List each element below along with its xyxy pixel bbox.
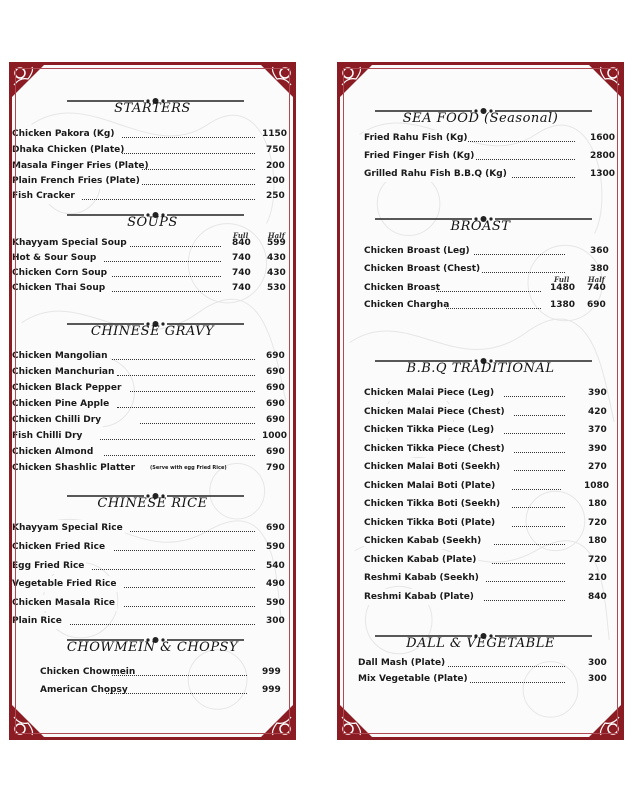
menu-item <box>12 173 293 189</box>
corner-ornament-icon <box>259 703 295 739</box>
item-price: 390 <box>588 388 607 398</box>
item-price: 1080 <box>584 481 610 491</box>
corner-ornament-icon <box>338 63 374 99</box>
item-price: 380 <box>590 264 609 274</box>
item-price: 1600 <box>590 133 616 143</box>
item-name: Grilled Rahu Fish B.B.Q (Kg) <box>364 166 509 182</box>
item-price: 690 <box>266 351 285 361</box>
item-name: Chicken Chowmein <box>40 664 137 680</box>
item-price-half: 430 <box>267 253 286 263</box>
menu-item <box>364 261 621 277</box>
item-price: 300 <box>588 674 607 684</box>
item-price: 840 <box>588 592 607 602</box>
item-price: 200 <box>266 161 285 171</box>
section-title: CHINESE RICE <box>97 496 208 511</box>
item-name: Chicken Broast <box>364 280 442 296</box>
item-name: Chicken Pakora (Kg) <box>12 126 116 142</box>
section-title: DALL & VEGETABLE <box>406 636 555 651</box>
menu-item <box>364 478 621 494</box>
item-name: Dhaka Chicken (Plate) <box>12 142 126 158</box>
item-price: 720 <box>588 555 607 565</box>
item-name: Chicken Pine Apple <box>12 396 111 412</box>
item-price-half: 740 <box>587 283 606 293</box>
item-price: 1000 <box>262 431 288 441</box>
item-name: Chicken Fried Rice <box>12 539 107 555</box>
item-price: 690 <box>266 447 285 457</box>
section-header <box>340 213 621 235</box>
item-price: 720 <box>588 518 607 528</box>
item-name: Chicken Tikka Piece (Chest) <box>364 441 507 457</box>
item-price: 180 <box>588 499 607 509</box>
menu-item <box>12 142 293 158</box>
section-chinese-rice <box>12 490 293 626</box>
item-name: Chicken Kabab (Plate) <box>364 552 478 568</box>
item-name: Chicken Broast (Leg) <box>364 243 472 259</box>
item-name: Plain French Fries (Plate) <box>12 173 142 189</box>
menu-item <box>40 664 293 680</box>
menu-item <box>358 655 621 671</box>
item-price-full: 740 <box>232 253 251 263</box>
item-price-half: 530 <box>267 283 286 293</box>
item-price: 750 <box>266 145 285 155</box>
menu-item <box>12 539 293 555</box>
section-broast <box>340 213 621 310</box>
section-bbq-traditional <box>340 355 621 602</box>
menu-item <box>12 412 293 428</box>
menu-item <box>364 533 621 549</box>
item-price: 590 <box>266 542 285 552</box>
item-price-full: 840 <box>232 238 251 248</box>
item-name: Chicken Shashlic Platter <box>12 460 137 476</box>
item-price: 690 <box>266 415 285 425</box>
item-price: 270 <box>588 462 607 472</box>
menu-item <box>364 166 621 182</box>
menu-panel-left <box>9 62 296 740</box>
section-title: STARTERS <box>114 101 191 116</box>
item-name: Chicken Black Pepper <box>12 380 123 396</box>
corner-ornament-icon <box>338 703 374 739</box>
item-price: 999 <box>262 667 281 677</box>
section-chowmein-chopsy <box>12 634 293 695</box>
item-price: 250 <box>266 191 285 201</box>
menu-item <box>12 613 293 629</box>
item-name: Fried Finger Fish (Kg) <box>364 148 476 164</box>
item-price: 999 <box>262 685 281 695</box>
item-price-full: 1380 <box>550 300 576 310</box>
menu-item <box>12 364 293 380</box>
item-name: Chicken Corn Soup <box>12 265 109 281</box>
column-header-half: Half <box>268 231 285 240</box>
item-name: Reshmi Kabab (Plate) <box>364 589 476 605</box>
item-name: Fish Chilli Dry <box>12 428 84 444</box>
item-name: Chicken Thai Soup <box>12 280 107 296</box>
menu-item <box>12 595 293 611</box>
item-name: Fried Rahu Fish (Kg) <box>364 130 470 146</box>
item-price: 1300 <box>590 169 616 179</box>
item-name: Mix Vegetable (Plate) <box>358 671 470 687</box>
section-starters <box>12 95 293 201</box>
menu-item <box>12 126 293 142</box>
item-price-half: 599 <box>267 238 286 248</box>
item-name: Chicken Mangolian <box>12 348 110 364</box>
item-price: 360 <box>590 246 609 256</box>
menu-item <box>12 396 293 412</box>
menu-item <box>364 404 621 420</box>
item-name: Fish Cracker <box>12 188 77 204</box>
item-price: 540 <box>266 561 285 571</box>
menu-item <box>364 148 621 164</box>
menu-item <box>12 188 293 204</box>
menu-item <box>12 265 293 281</box>
corner-ornament-icon <box>259 63 295 99</box>
item-name: Chicken Malai Boti (Seekh) <box>364 459 502 475</box>
item-price-full: 740 <box>232 283 251 293</box>
column-header-half: Half <box>588 275 605 284</box>
corner-ornament-icon <box>587 703 623 739</box>
section-header <box>12 318 293 340</box>
item-price: 690 <box>266 367 285 377</box>
item-price: 2800 <box>590 151 616 161</box>
item-name: Chicken Chargha <box>364 297 451 313</box>
item-name: Khayyam Special Rice <box>12 520 125 536</box>
item-name: Chicken Masala Rice <box>12 595 117 611</box>
column-header-full: Full <box>554 275 570 284</box>
menu-item <box>12 428 293 444</box>
item-name: Vegetable Fried Rice <box>12 576 119 592</box>
item-price-full: 740 <box>232 268 251 278</box>
item-name: Chicken Malai Boti (Plate) <box>364 478 497 494</box>
item-name: Chicken Almond <box>12 444 95 460</box>
item-price: 300 <box>588 658 607 668</box>
item-price: 180 <box>588 536 607 546</box>
section-soups <box>12 209 293 293</box>
section-title: SEA FOOD (Seasonal) <box>402 111 559 126</box>
item-name: Chicken Tikka Boti (Plate) <box>364 515 497 531</box>
item-name: Dall Mash (Plate) <box>358 655 447 671</box>
section-title: B.B.Q TRADITIONAL <box>406 361 555 376</box>
menu-item <box>40 682 293 698</box>
column-header-full: Full <box>233 231 249 240</box>
menu-item <box>364 441 621 457</box>
menu-item <box>358 671 621 687</box>
menu-item <box>12 576 293 592</box>
menu-item <box>12 348 293 364</box>
menu-item <box>12 444 293 460</box>
menu-item <box>364 243 621 259</box>
section-header <box>340 355 621 377</box>
section-header <box>340 630 621 652</box>
menu-item <box>12 558 293 574</box>
section-header <box>12 490 293 512</box>
menu-item <box>364 496 621 512</box>
item-note: (Serve with egg Fried Rice) <box>150 465 227 471</box>
item-price: 370 <box>588 425 607 435</box>
item-price: 790 <box>266 463 285 473</box>
item-price: 690 <box>266 383 285 393</box>
item-name: Chicken Tikka Piece (Leg) <box>364 422 496 438</box>
menu-item <box>12 158 293 174</box>
menu-item <box>12 460 293 476</box>
item-price: 690 <box>266 523 285 533</box>
item-price: 690 <box>266 399 285 409</box>
corner-ornament-icon <box>587 63 623 99</box>
section-header <box>12 95 293 117</box>
section-header <box>12 634 293 656</box>
section-header <box>340 105 621 127</box>
item-price: 1150 <box>262 129 288 139</box>
item-price-half: 690 <box>587 300 606 310</box>
item-name: Chicken Manchurian <box>12 364 116 380</box>
item-name: American Chopsy <box>40 682 130 698</box>
menu-item <box>364 515 621 531</box>
menu-panel-right <box>337 62 624 740</box>
section-header <box>12 209 293 231</box>
item-price-full: 1480 <box>550 283 576 293</box>
section-sea-food <box>340 105 621 179</box>
item-name: Chicken Malai Piece (Leg) <box>364 385 496 401</box>
item-price: 420 <box>588 407 607 417</box>
item-name: Chicken Malai Piece (Chest) <box>364 404 507 420</box>
item-price: 390 <box>588 444 607 454</box>
menu-item <box>12 380 293 396</box>
menu-item <box>364 385 621 401</box>
menu-item <box>12 280 293 296</box>
section-title: CHINESE GRAVY <box>90 324 215 339</box>
item-price: 590 <box>266 598 285 608</box>
menu-item <box>12 520 293 536</box>
section-title: BROAST <box>450 219 511 234</box>
menu-item <box>364 130 621 146</box>
item-name: Chicken Chilli Dry <box>12 412 103 428</box>
item-name: Khayyam Special Soup <box>12 235 129 251</box>
menu-item <box>364 422 621 438</box>
menu-item <box>364 459 621 475</box>
section-title: SOUPS <box>127 215 178 230</box>
item-name: Chicken Kabab (Seekh) <box>364 533 483 549</box>
menu-item <box>364 589 621 605</box>
menu-item <box>364 570 621 586</box>
item-price: 490 <box>266 579 285 589</box>
menu-item <box>12 235 293 251</box>
item-name: Reshmi Kabab (Seekh) <box>364 570 481 586</box>
item-name: Masala Finger Fries (Plate) <box>12 158 151 174</box>
menu-item <box>364 297 621 313</box>
item-name: Chicken Tikka Boti (Seekh) <box>364 496 502 512</box>
item-name: Plain Rice <box>12 613 64 629</box>
item-name: Egg Fried Rice <box>12 558 86 574</box>
menu-item <box>12 250 293 266</box>
item-price: 200 <box>266 176 285 186</box>
corner-ornament-icon <box>10 63 46 99</box>
menu-item <box>364 280 621 296</box>
corner-ornament-icon <box>10 703 46 739</box>
menu-item <box>364 552 621 568</box>
item-price-half: 430 <box>267 268 286 278</box>
item-name: Chicken Broast (Chest) <box>364 261 482 277</box>
section-title: CHOWMEIN & CHOPSY <box>66 640 239 655</box>
item-price: 210 <box>588 573 607 583</box>
section-dall-vegetable <box>340 630 621 684</box>
section-chinese-gravy <box>12 318 293 473</box>
item-price: 300 <box>266 616 285 626</box>
item-name: Hot & Sour Soup <box>12 250 98 266</box>
